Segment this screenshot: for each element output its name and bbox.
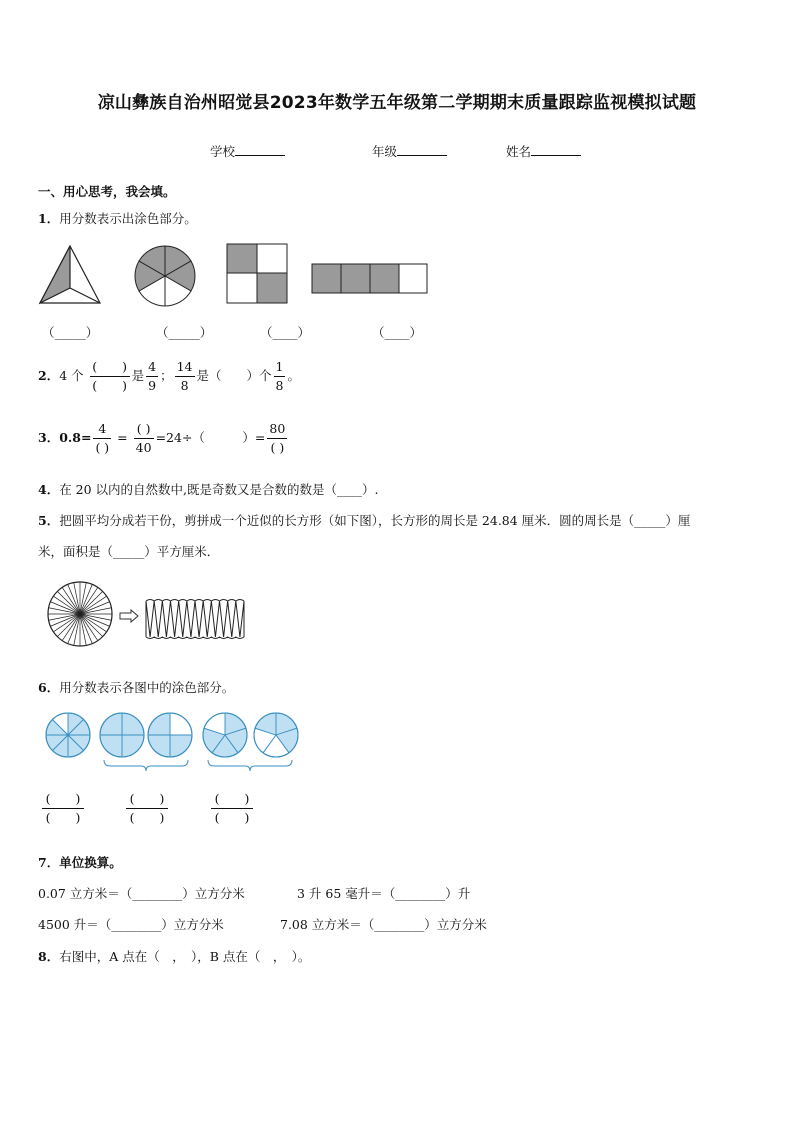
- q3-fraction-1[interactable]: [93, 420, 111, 457]
- grade-field: [372, 142, 447, 160]
- zigzag-top: [146, 600, 244, 602]
- q3-eq: =: [117, 430, 128, 445]
- q4-text[interactable]: 在 20 以内的自然数中,既是奇数又是合数的数是（____）.: [59, 482, 379, 497]
- q3-f3-num: 80: [267, 420, 287, 439]
- q5-number: 5．: [38, 513, 60, 528]
- q2-f2-num: 14: [175, 358, 195, 377]
- q5-line-1[interactable]: 把圆平均分成若干份，剪拼成一个近似的长方形（如下图），长方形的周长是 24.84 厘米．圆的周长是（_____）厘: [59, 513, 691, 528]
- q6-answer-1-fraction: [42, 790, 84, 827]
- grade-blank[interactable]: [397, 143, 447, 156]
- q4-number: 4．: [38, 482, 60, 497]
- q6-number: 6．: [38, 680, 60, 695]
- q3-fraction-3[interactable]: [267, 420, 287, 457]
- rectangle-strip-figure: [311, 263, 429, 295]
- q1-answer-4[interactable]: （____）: [372, 325, 423, 340]
- q8-number: 8．: [38, 949, 60, 964]
- q2-blank-den: ( ): [92, 378, 127, 393]
- q2-fraction-1: [146, 358, 158, 395]
- q3-f2-num: ( ): [134, 420, 154, 439]
- question-1: [38, 209, 197, 227]
- question-8: [38, 947, 310, 965]
- q6-a1-den: ( ): [45, 810, 81, 825]
- q2-end: 。: [287, 368, 300, 383]
- page-title: 凉山彝族自治州昭觉县2023年数学五年级第二学期期末质量跟踪监视模拟试题: [97, 93, 697, 113]
- question-4: [38, 480, 379, 498]
- question-7: [38, 853, 122, 871]
- q6-a3-num: ( ): [211, 790, 253, 809]
- question-2: [38, 356, 300, 396]
- q2-fraction-3: [274, 358, 286, 395]
- triangle-figure: [38, 244, 102, 306]
- question-3: [38, 418, 289, 458]
- q2-blank-fraction[interactable]: [90, 358, 130, 395]
- q7-row2-left[interactable]: 4500 升＝（________）立方分米: [38, 917, 224, 932]
- q3-f3-den: ( ): [270, 440, 285, 455]
- pie-brace: [208, 760, 292, 771]
- arrow-icon: [119, 610, 139, 622]
- pie-figures: [40, 710, 310, 776]
- school-field: [210, 142, 285, 160]
- question-5: [38, 511, 690, 529]
- q2-number: 2．: [38, 368, 60, 383]
- school-blank[interactable]: [235, 143, 285, 156]
- q8-text[interactable]: 右图中，A 点在（ ， ），B 点在（ ， ）。: [59, 949, 311, 964]
- pie-brace: [104, 760, 188, 771]
- q2-blank-num: ( ): [90, 358, 130, 377]
- q1-answer-1[interactable]: （_____）: [42, 325, 99, 340]
- grade-label: 年级: [372, 144, 398, 159]
- q6-answer-3[interactable]: [209, 790, 255, 827]
- q6-text: 用分数表示各图中的涂色部分。: [59, 680, 235, 695]
- q7-number: 7．: [38, 855, 60, 870]
- q1-text: 用分数表示出涂色部分。: [59, 211, 197, 226]
- q6-answer-1[interactable]: [40, 790, 86, 827]
- q6-a1-num: ( ): [42, 790, 84, 809]
- q7-row2-right[interactable]: 7.08 立方米＝（________）立方分米: [280, 917, 487, 932]
- q1-answer-2[interactable]: （_____）: [156, 325, 213, 340]
- q2-f1-num: 4: [146, 358, 158, 377]
- q7-text: 单位换算。: [59, 855, 122, 870]
- q2-f2-den: 8: [180, 378, 189, 393]
- q6-a2-num: ( ): [126, 790, 168, 809]
- q6-answer-2[interactable]: [124, 790, 170, 827]
- q3-f1-den: ( ): [95, 440, 110, 455]
- zigzag-bottom: [146, 637, 244, 639]
- square-quarters-figure: [226, 243, 288, 305]
- school-label: 学校: [210, 144, 236, 159]
- q3-prefix: 0.8=: [59, 430, 92, 445]
- q5-line-2[interactable]: 米，面积是（_____）平方厘米．: [38, 544, 220, 559]
- name-blank[interactable]: [531, 143, 581, 156]
- q3-number: 3．: [38, 430, 60, 445]
- q1-answer-3[interactable]: （____）: [260, 325, 311, 340]
- name-label: 姓名: [506, 144, 532, 159]
- circle-sectors-figure: [45, 579, 115, 649]
- q2-is: 是: [131, 368, 145, 383]
- q3-mid[interactable]: =24÷（ ）=: [155, 430, 266, 445]
- circle-sixths-figure: [133, 244, 197, 308]
- q2-f3-den: 8: [275, 378, 284, 393]
- q2-f3-num: 1: [274, 358, 286, 377]
- q7-row1-right[interactable]: 3 升 65 毫升＝（________）升: [297, 886, 471, 901]
- q2-is-2[interactable]: 是（ ）个: [196, 368, 272, 383]
- q6-a3-den: ( ): [214, 810, 250, 825]
- q6-answer-3-fraction: [211, 790, 253, 827]
- q2-semicolon: ；: [160, 368, 173, 383]
- zigzag-lines: [146, 601, 244, 637]
- q6-a2-den: ( ): [129, 810, 165, 825]
- q6-answer-2-fraction: [126, 790, 168, 827]
- q2-f1-den: 9: [148, 378, 157, 393]
- rearranged-rectangle-figure: [142, 598, 248, 640]
- section-heading: 一、用心思考，我会填。: [38, 184, 176, 199]
- q3-f2-den: 40: [135, 440, 152, 455]
- q2-fraction-2: [175, 358, 195, 395]
- name-field: [506, 142, 581, 160]
- q1-number: 1．: [38, 211, 60, 226]
- q2-prefix: 4 个: [59, 368, 84, 383]
- q7-row1-left[interactable]: 0.07 立方米＝（________）立方分米: [38, 886, 245, 901]
- question-6: [38, 678, 234, 696]
- q3-fraction-2[interactable]: [134, 420, 154, 457]
- q3-f1-num: 4: [93, 420, 111, 439]
